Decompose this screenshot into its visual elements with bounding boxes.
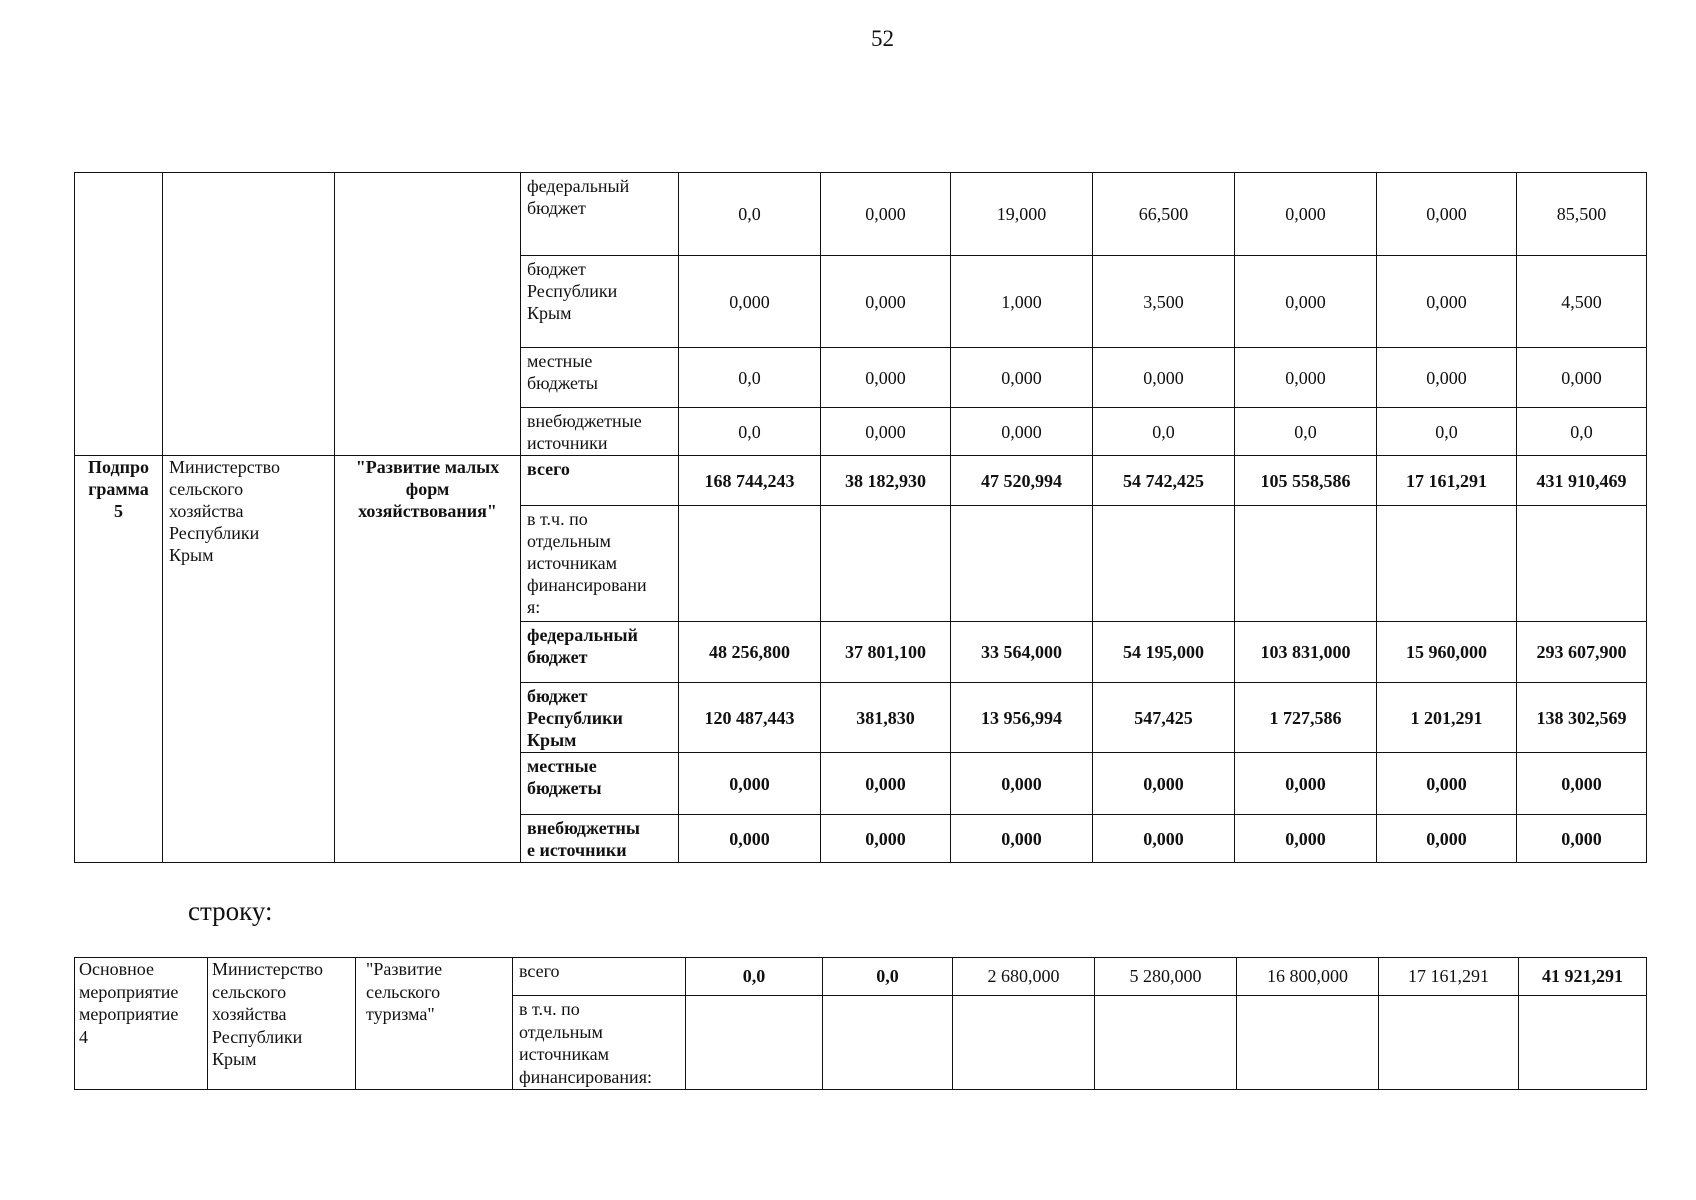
activity-name: "Развитие сельского туризма" — [356, 958, 513, 1090]
value-cell: 0,000 — [951, 753, 1093, 815]
value-cell: 0,000 — [821, 408, 951, 456]
value-cell: 381,830 — [821, 683, 951, 753]
value-cell: 3,500 — [1093, 256, 1235, 348]
value-cell: 0,0 — [679, 408, 821, 456]
source-label: внебюджетны е источники — [521, 815, 679, 863]
value-cell: 0,000 — [1517, 348, 1647, 408]
value-cell: 48 256,800 — [679, 622, 821, 683]
table-row — [75, 958, 1647, 996]
subprogram-name: "Развитие малых форм хозяйствования" — [335, 456, 521, 863]
value-cell: 138 302,569 — [1517, 683, 1647, 753]
value-cell: 0,000 — [1377, 173, 1517, 256]
value-cell — [679, 506, 821, 622]
table-row — [75, 456, 1647, 506]
value-cell: 0,0 — [1235, 408, 1377, 456]
subprogram-code: Подпро грамма 5 — [75, 456, 163, 863]
value-cell: 0,000 — [1235, 256, 1377, 348]
value-cell: 0,000 — [1235, 173, 1377, 256]
value-cell — [1377, 506, 1517, 622]
value-cell: 168 744,243 — [679, 456, 821, 506]
value-cell: 0,000 — [821, 173, 951, 256]
value-cell: 54 742,425 — [1093, 456, 1235, 506]
value-cell: 0,000 — [1235, 753, 1377, 815]
value-cell: 0,000 — [1235, 348, 1377, 408]
value-cell — [823, 996, 953, 1090]
value-cell: 66,500 — [1093, 173, 1235, 256]
value-cell — [1235, 506, 1377, 622]
value-cell: 1,000 — [951, 256, 1093, 348]
value-cell: 0,000 — [821, 348, 951, 408]
value-cell: 15 960,000 — [1377, 622, 1517, 683]
value-cell: 0,0 — [686, 958, 823, 996]
value-cell: 0,0 — [1377, 408, 1517, 456]
source-label: местные бюджеты — [521, 753, 679, 815]
source-label: бюджет Республики Крым — [521, 683, 679, 753]
empty-cell — [335, 173, 521, 456]
value-cell — [1237, 996, 1379, 1090]
value-cell: 5 280,000 — [1095, 958, 1237, 996]
value-cell: 0,000 — [679, 256, 821, 348]
value-cell: 0,000 — [1377, 753, 1517, 815]
value-cell: 103 831,000 — [1235, 622, 1377, 683]
empty-cell — [75, 173, 163, 456]
value-cell: 0,000 — [951, 408, 1093, 456]
value-cell: 0,0 — [679, 348, 821, 408]
source-label: внебюджетные источники — [521, 408, 679, 456]
value-cell: 0,000 — [951, 348, 1093, 408]
source-label: местные бюджеты — [521, 348, 679, 408]
value-cell: 120 487,443 — [679, 683, 821, 753]
value-cell: 0,000 — [1093, 753, 1235, 815]
value-cell: 1 201,291 — [1377, 683, 1517, 753]
value-cell — [821, 506, 951, 622]
value-cell: 19,000 — [951, 173, 1093, 256]
value-cell: 16 800,000 — [1237, 958, 1379, 996]
value-cell: 17 161,291 — [1377, 456, 1517, 506]
value-cell — [686, 996, 823, 1090]
value-cell: 0,000 — [679, 815, 821, 863]
source-label: всего — [513, 958, 686, 996]
value-cell: 0,000 — [1517, 753, 1647, 815]
value-cell: 0,0 — [823, 958, 953, 996]
value-cell: 0,000 — [679, 753, 821, 815]
value-cell: 54 195,000 — [1093, 622, 1235, 683]
funding-table-main-activity-4 — [74, 957, 1647, 1090]
value-cell: 85,500 — [1517, 173, 1647, 256]
value-cell: 0,0 — [1517, 408, 1647, 456]
value-cell: 0,000 — [821, 753, 951, 815]
value-cell: 0,000 — [1517, 815, 1647, 863]
value-cell: 0,0 — [1093, 408, 1235, 456]
value-cell: 293 607,900 — [1517, 622, 1647, 683]
value-cell: 0,000 — [1377, 815, 1517, 863]
source-label: федеральный бюджет — [521, 622, 679, 683]
source-label: бюджет Республики Крым — [521, 256, 679, 348]
value-cell: 38 182,930 — [821, 456, 951, 506]
executor-cell: Министерство сельского хозяйства Республики Крым — [163, 456, 335, 863]
table-row — [75, 173, 1647, 256]
value-cell — [1093, 506, 1235, 622]
value-cell: 0,000 — [951, 815, 1093, 863]
value-cell — [953, 996, 1095, 1090]
value-cell: 547,425 — [1093, 683, 1235, 753]
value-cell: 105 558,586 — [1235, 456, 1377, 506]
source-label: федеральный бюджет — [521, 173, 679, 256]
page-number: 52 — [871, 26, 894, 51]
activity-code: Основное мероприятие мероприятие 4 — [75, 958, 208, 1090]
source-label: всего — [521, 456, 679, 506]
value-cell: 0,000 — [1093, 348, 1235, 408]
empty-cell — [163, 173, 335, 456]
replacement-caption: строку: — [188, 896, 273, 926]
source-label: в т.ч. по отдельным источникам финансирования: — [513, 996, 686, 1090]
value-cell: 1 727,586 — [1235, 683, 1377, 753]
source-label: в т.ч. по отдельным источникам финансировани я: — [521, 506, 679, 622]
value-cell: 2 680,000 — [953, 958, 1095, 996]
value-cell: 17 161,291 — [1379, 958, 1519, 996]
value-cell: 0,000 — [821, 815, 951, 863]
value-cell — [1095, 996, 1237, 1090]
value-cell: 0,000 — [1235, 815, 1377, 863]
value-cell: 0,000 — [821, 256, 951, 348]
value-cell — [1517, 506, 1647, 622]
value-cell: 37 801,100 — [821, 622, 951, 683]
value-cell: 41 921,291 — [1519, 958, 1647, 996]
value-cell: 0,000 — [1093, 815, 1235, 863]
value-cell: 0,0 — [679, 173, 821, 256]
value-cell: 13 956,994 — [951, 683, 1093, 753]
value-cell: 33 564,000 — [951, 622, 1093, 683]
value-cell: 4,500 — [1517, 256, 1647, 348]
value-cell: 0,000 — [1377, 256, 1517, 348]
executor-cell: Министерство сельского хозяйства Республики Крым — [208, 958, 356, 1090]
value-cell: 0,000 — [1377, 348, 1517, 408]
value-cell: 431 910,469 — [1517, 456, 1647, 506]
value-cell — [1519, 996, 1647, 1090]
value-cell — [951, 506, 1093, 622]
funding-table-subprogram-5 — [74, 172, 1647, 863]
value-cell: 47 520,994 — [951, 456, 1093, 506]
value-cell — [1379, 996, 1519, 1090]
